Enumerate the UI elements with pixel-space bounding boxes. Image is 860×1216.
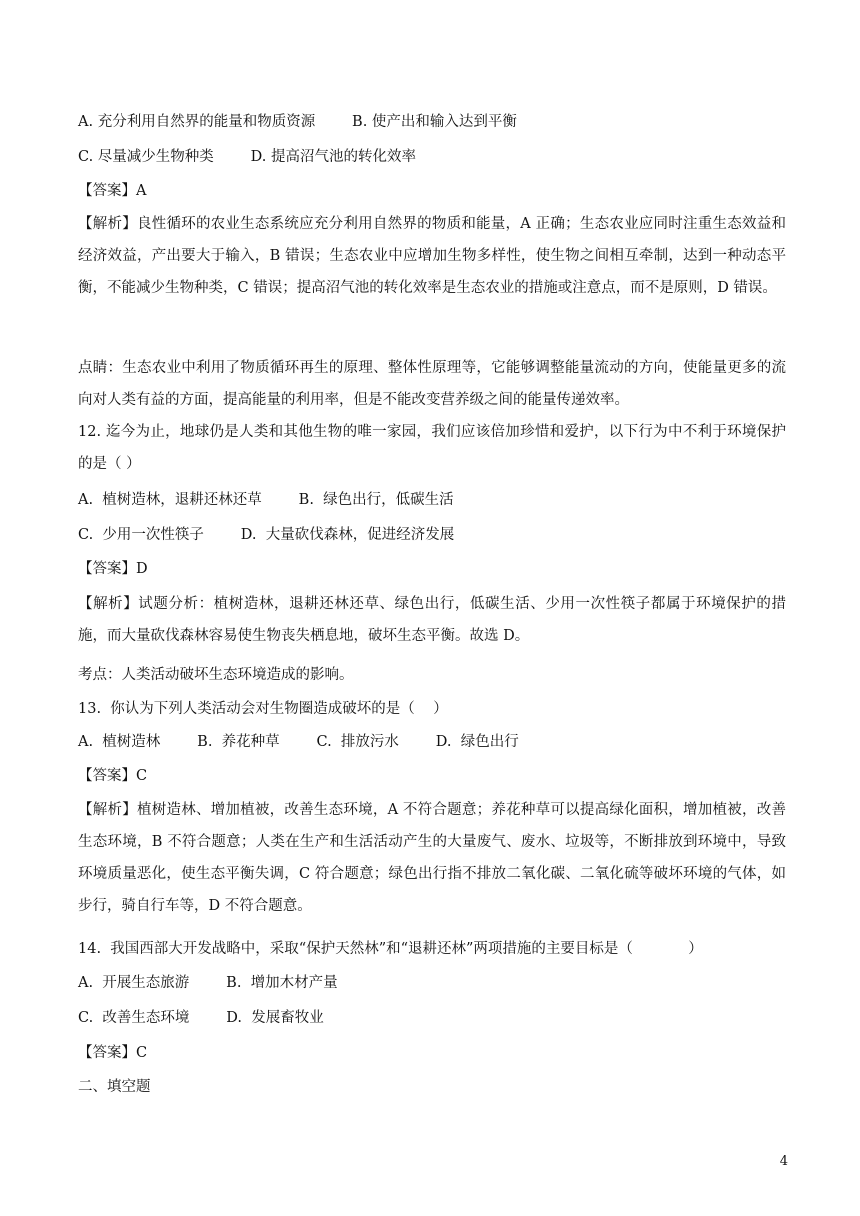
- q11-answer: 【答案】A: [78, 183, 147, 199]
- q13-question: 13. 你认为下列人类活动会对生物圈造成破坏的是（ ）: [78, 701, 448, 717]
- q11-explanation: 【解析】良性循环的农业生态系统应充分利用自然界的物质和能量，A 正确；生态农业应同时注重生态效益和经济效益，产出要大于输入，B 错误；生态农业中应增加生物多样性，使生物之间相互牵制，达到一种动态平衡，不能减少生物种类，C 错误；提高沼气池的转化效率是生态农业的措施或注意点，而不是原则，D 错误。: [78, 216, 786, 296]
- q11-options-ab: A. 充分利用自然界的能量和物质资源 B. 使产出和输入达到平衡: [78, 114, 517, 130]
- q11-options-cd: C. 尽量减少生物种类 D. 提高沼气池的转化效率: [78, 149, 416, 165]
- q12-question: 12. 迄今为止，地球仍是人类和其他生物的唯一家园，我们应该倍加珍惜和爱护，以下行为中不利于环境保护的是（ ）: [78, 424, 786, 472]
- page-number: 4: [779, 1154, 788, 1169]
- q12-key-point: 考点：人类活动破坏生态环境造成的影响。: [78, 667, 354, 683]
- q13-explanation: 【解析】植树造林、增加植被，改善生态环境，A 不符合题意；养花种草可以提高绿化面积，增加植被，改善生态环境，B 不符合题意；人类在生产和生活活动产生的大量废气、废水、垃圾等，不断排放到环境中，导致环境质量恶化，使生态平衡失调，C 符合题意；绿色出行指不排放二氧化碳、二氧化硫等破坏环境的气体，如步行，骑自行车等，D 不符合题意。: [78, 802, 786, 914]
- q12-options-ab: A. 植树造林，退耕还林还草 B. 绿色出行，低碳生活: [78, 492, 454, 508]
- q13-answer: 【答案】C: [78, 768, 148, 784]
- q12-answer: 【答案】D: [78, 561, 148, 577]
- q12-options-cd: C. 少用一次性筷子 D. 大量砍伐森林，促进经济发展: [78, 527, 455, 543]
- q14-options-ab: A. 开展生态旅游 B. 增加木材产量: [78, 975, 338, 991]
- q11-note: 点睛：生态农业中利用了物质循环再生的原理、整体性原理等，它能够调整能量流动的方向，使能量更多的流向对人类有益的方面，提高能量的利用率，但是不能改变营养级之间的能量传递效率。: [78, 360, 786, 408]
- q14-answer: 【答案】C: [78, 1045, 148, 1061]
- q14-options-cd: C. 改善生态环境 D. 发展畜牧业: [78, 1010, 324, 1026]
- q12-explanation: 【解析】试题分析：植树造林，退耕还林还草、绿色出行，低碳生活、少用一次性筷子都属于环境保护的措施，而大量砍伐森林容易使生物丧失栖息地，破坏生态平衡。故选 D。: [78, 596, 786, 644]
- q13-options: A. 植树造林 B. 养花种草 C. 排放污水 D. 绿色出行: [78, 734, 519, 750]
- q14-question: 14. 我国西部大开发战略中，采取“保护天然林”和“退耕还林”两项措施的主要目标是（ ）: [78, 941, 703, 957]
- section-heading-fill-in: 二、填空题: [78, 1079, 151, 1095]
